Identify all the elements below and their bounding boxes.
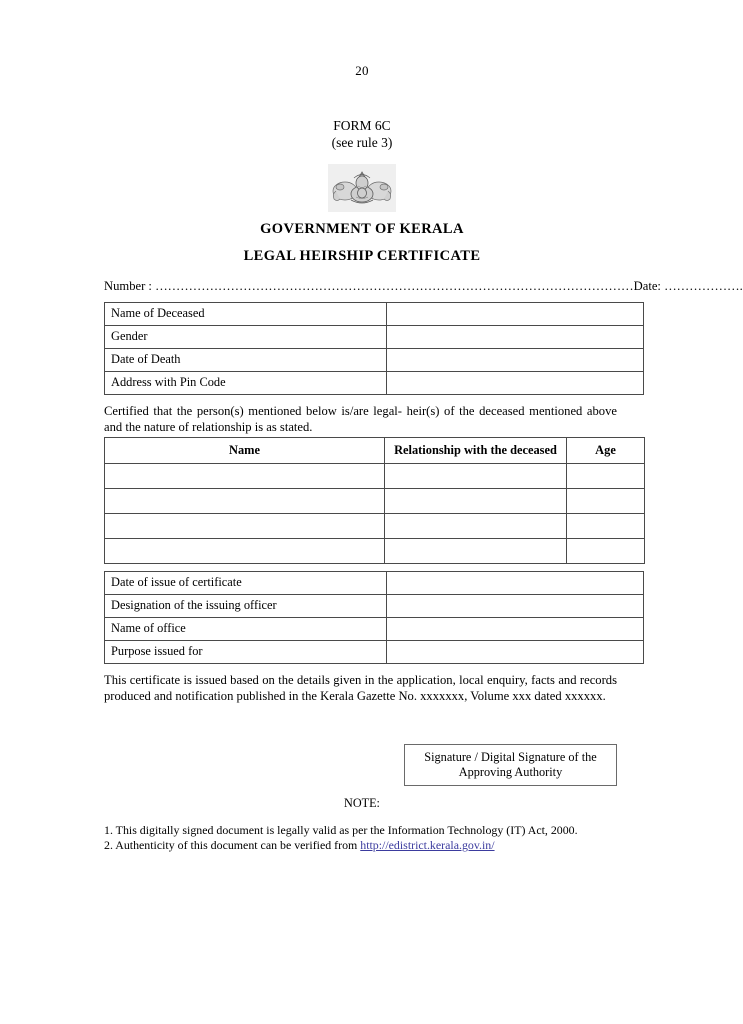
table-header-row <box>105 438 645 464</box>
edistrict-verification-link[interactable]: http://edistrict.kerala.gov.in/ <box>360 838 495 852</box>
table-row <box>105 464 645 489</box>
column-header-age: Age <box>567 438 645 464</box>
table-row <box>105 514 645 539</box>
note-item-1: 1. This digitally signed document is legally valid as per the Information Technology (IT) Act, 2000. <box>104 823 578 837</box>
column-header-relationship: Relationship with the deceased <box>385 438 567 464</box>
cell-age[interactable] <box>567 514 645 539</box>
field-value[interactable] <box>387 595 644 618</box>
cell-relationship[interactable] <box>385 464 567 489</box>
cell-relationship[interactable] <box>385 539 567 564</box>
cell-name[interactable] <box>105 539 385 564</box>
cell-name[interactable] <box>105 464 385 489</box>
number-date-line <box>104 279 743 294</box>
date-label: Date: <box>633 279 665 293</box>
kerala-state-emblem-icon <box>328 164 396 212</box>
field-value[interactable] <box>387 326 644 349</box>
deceased-details-table <box>104 302 644 395</box>
cell-age[interactable] <box>567 464 645 489</box>
cell-age[interactable] <box>567 539 645 564</box>
note-item-2 <box>104 838 624 853</box>
field-value[interactable] <box>387 641 644 664</box>
form-number: FORM 6C <box>333 118 391 133</box>
certificate-title: LEGAL HEIRSHIP CERTIFICATE <box>243 248 481 264</box>
table-row <box>105 489 645 514</box>
signature-line-2: Approving Authority <box>458 764 563 779</box>
signature-line-1: Signature / Digital Signature of the <box>424 750 597 764</box>
table-row <box>105 572 644 595</box>
table-row <box>105 595 644 618</box>
table-row <box>105 326 644 349</box>
field-label: Name of Deceased <box>105 303 387 326</box>
table-row <box>105 618 644 641</box>
cell-relationship[interactable] <box>385 514 567 539</box>
field-label: Name of office <box>105 618 387 641</box>
column-header-name: Name <box>105 438 385 464</box>
field-value[interactable] <box>387 372 644 395</box>
form-rule-reference: (see rule 3) <box>331 135 393 150</box>
field-label: Designation of the issuing officer <box>105 595 387 618</box>
field-label: Date of Death <box>105 349 387 372</box>
issue-details-table <box>104 571 644 664</box>
emblem-container <box>0 164 724 212</box>
field-label: Gender <box>105 326 387 349</box>
field-value[interactable] <box>387 618 644 641</box>
number-label: Number : <box>104 279 156 293</box>
cell-relationship[interactable] <box>385 489 567 514</box>
issuance-basis-statement: This certificate is issued based on the details given in the application, local enquiry, facts and records produced and notification published in the Kerala Gazette No. xxxxxxx, Volume xxx dated xxxxxx. <box>104 673 617 703</box>
certified-statement: Certified that the person(s) mentioned below is/are legal- heir(s) of the deceased mentioned above and the nature of relationship is as stated. <box>104 404 617 434</box>
legal-heirs-table <box>104 437 645 564</box>
table-row <box>105 641 644 664</box>
field-value[interactable] <box>387 572 644 595</box>
field-label: Address with Pin Code <box>105 372 387 395</box>
note-heading: NOTE: <box>344 796 380 810</box>
note-item-2-text: 2. Authenticity of this document can be verified from <box>104 838 361 852</box>
cell-name[interactable] <box>105 514 385 539</box>
note-list <box>104 823 624 853</box>
cell-age[interactable] <box>567 489 645 514</box>
table-row <box>105 372 644 395</box>
page-number: 20 <box>355 63 369 78</box>
table-row <box>105 303 644 326</box>
cell-name[interactable] <box>105 489 385 514</box>
table-row <box>105 539 645 564</box>
field-value[interactable] <box>387 349 644 372</box>
field-label: Date of issue of certificate <box>105 572 387 595</box>
signature-box <box>404 744 617 786</box>
number-dots: …………………………………………………………………………………………………… <box>155 279 634 293</box>
government-title: GOVERNMENT OF KERALA <box>260 221 464 237</box>
field-value[interactable] <box>387 303 644 326</box>
field-label: Purpose issued for <box>105 641 387 664</box>
date-dots: ………………. <box>664 279 743 293</box>
table-row <box>105 349 644 372</box>
